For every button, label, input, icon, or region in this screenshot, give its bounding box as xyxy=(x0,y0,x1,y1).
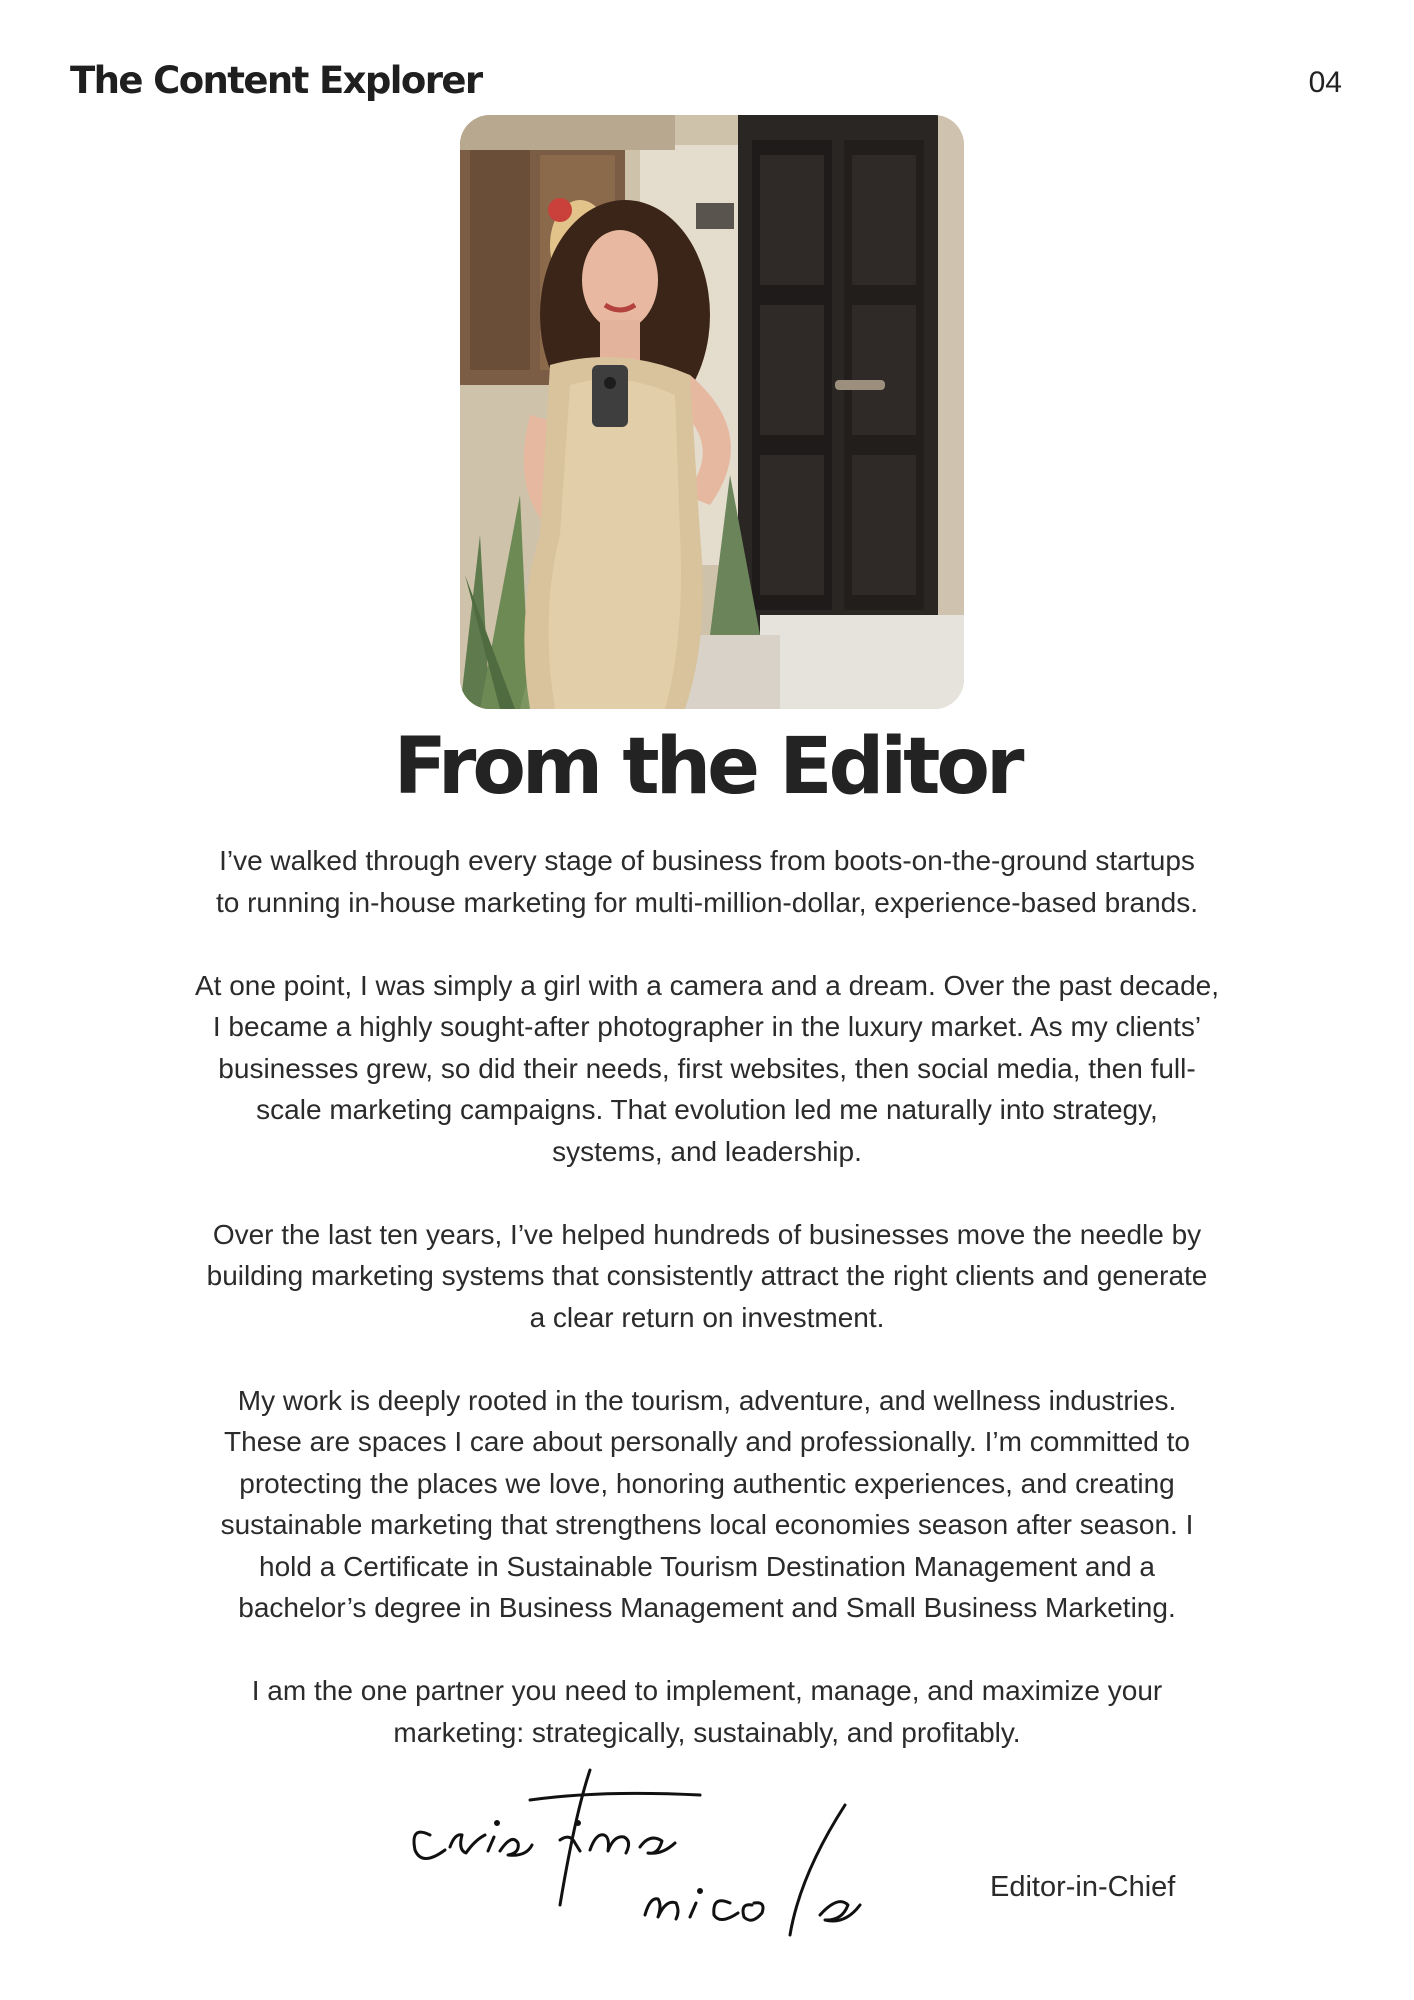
paragraph-1: I’ve walked through every stage of business from boots-on-the-ground startups to running in-house marketing for multi-million-dollar, experience-based brands. xyxy=(215,845,1199,918)
editor-signature xyxy=(400,1755,940,1940)
paragraph-2: At one point, I was simply a girl with a camera and a dream. Over the past decade, I became a highly sought-after photographer in the luxury market. As my clients’ businesses grew, so did their needs, first websites, then social media, then full- scale marketing campaigns. That evolution led me naturally into strategy, systems, and leadership. xyxy=(194,969,1220,1167)
paragraph-3: Over the last ten years, I’ve helped hundreds of businesses move the needle by building marketing systems that consistently attract the right clients and generate a clear return on investment. xyxy=(206,1218,1208,1333)
publication-title: The Content Explorer xyxy=(70,59,482,102)
article-body xyxy=(120,840,1294,1795)
editor-role: Editor-in-Chief xyxy=(990,1871,1176,1903)
editor-portrait-photo xyxy=(460,115,964,709)
page-number: 04 xyxy=(1308,66,1342,99)
article-title: From the Editor xyxy=(393,722,1021,812)
paragraph-4: My work is deeply rooted in the tourism, adventure, and wellness industries. These are spaces I care about personally and professionally. I’m committed to protecting the places we love, honoring authentic experiences, and creating sustainable marketing that strengthens local economies season after season. I hold a Certificate in Sustainable Tourism Destination Management and a bachelor’s degree in Business Management and Small Business Marketing. xyxy=(220,1384,1194,1623)
paragraph-5: I am the one partner you need to implement, manage, and maximize your marketing: strategically, sustainably, and profitably. xyxy=(251,1675,1163,1748)
